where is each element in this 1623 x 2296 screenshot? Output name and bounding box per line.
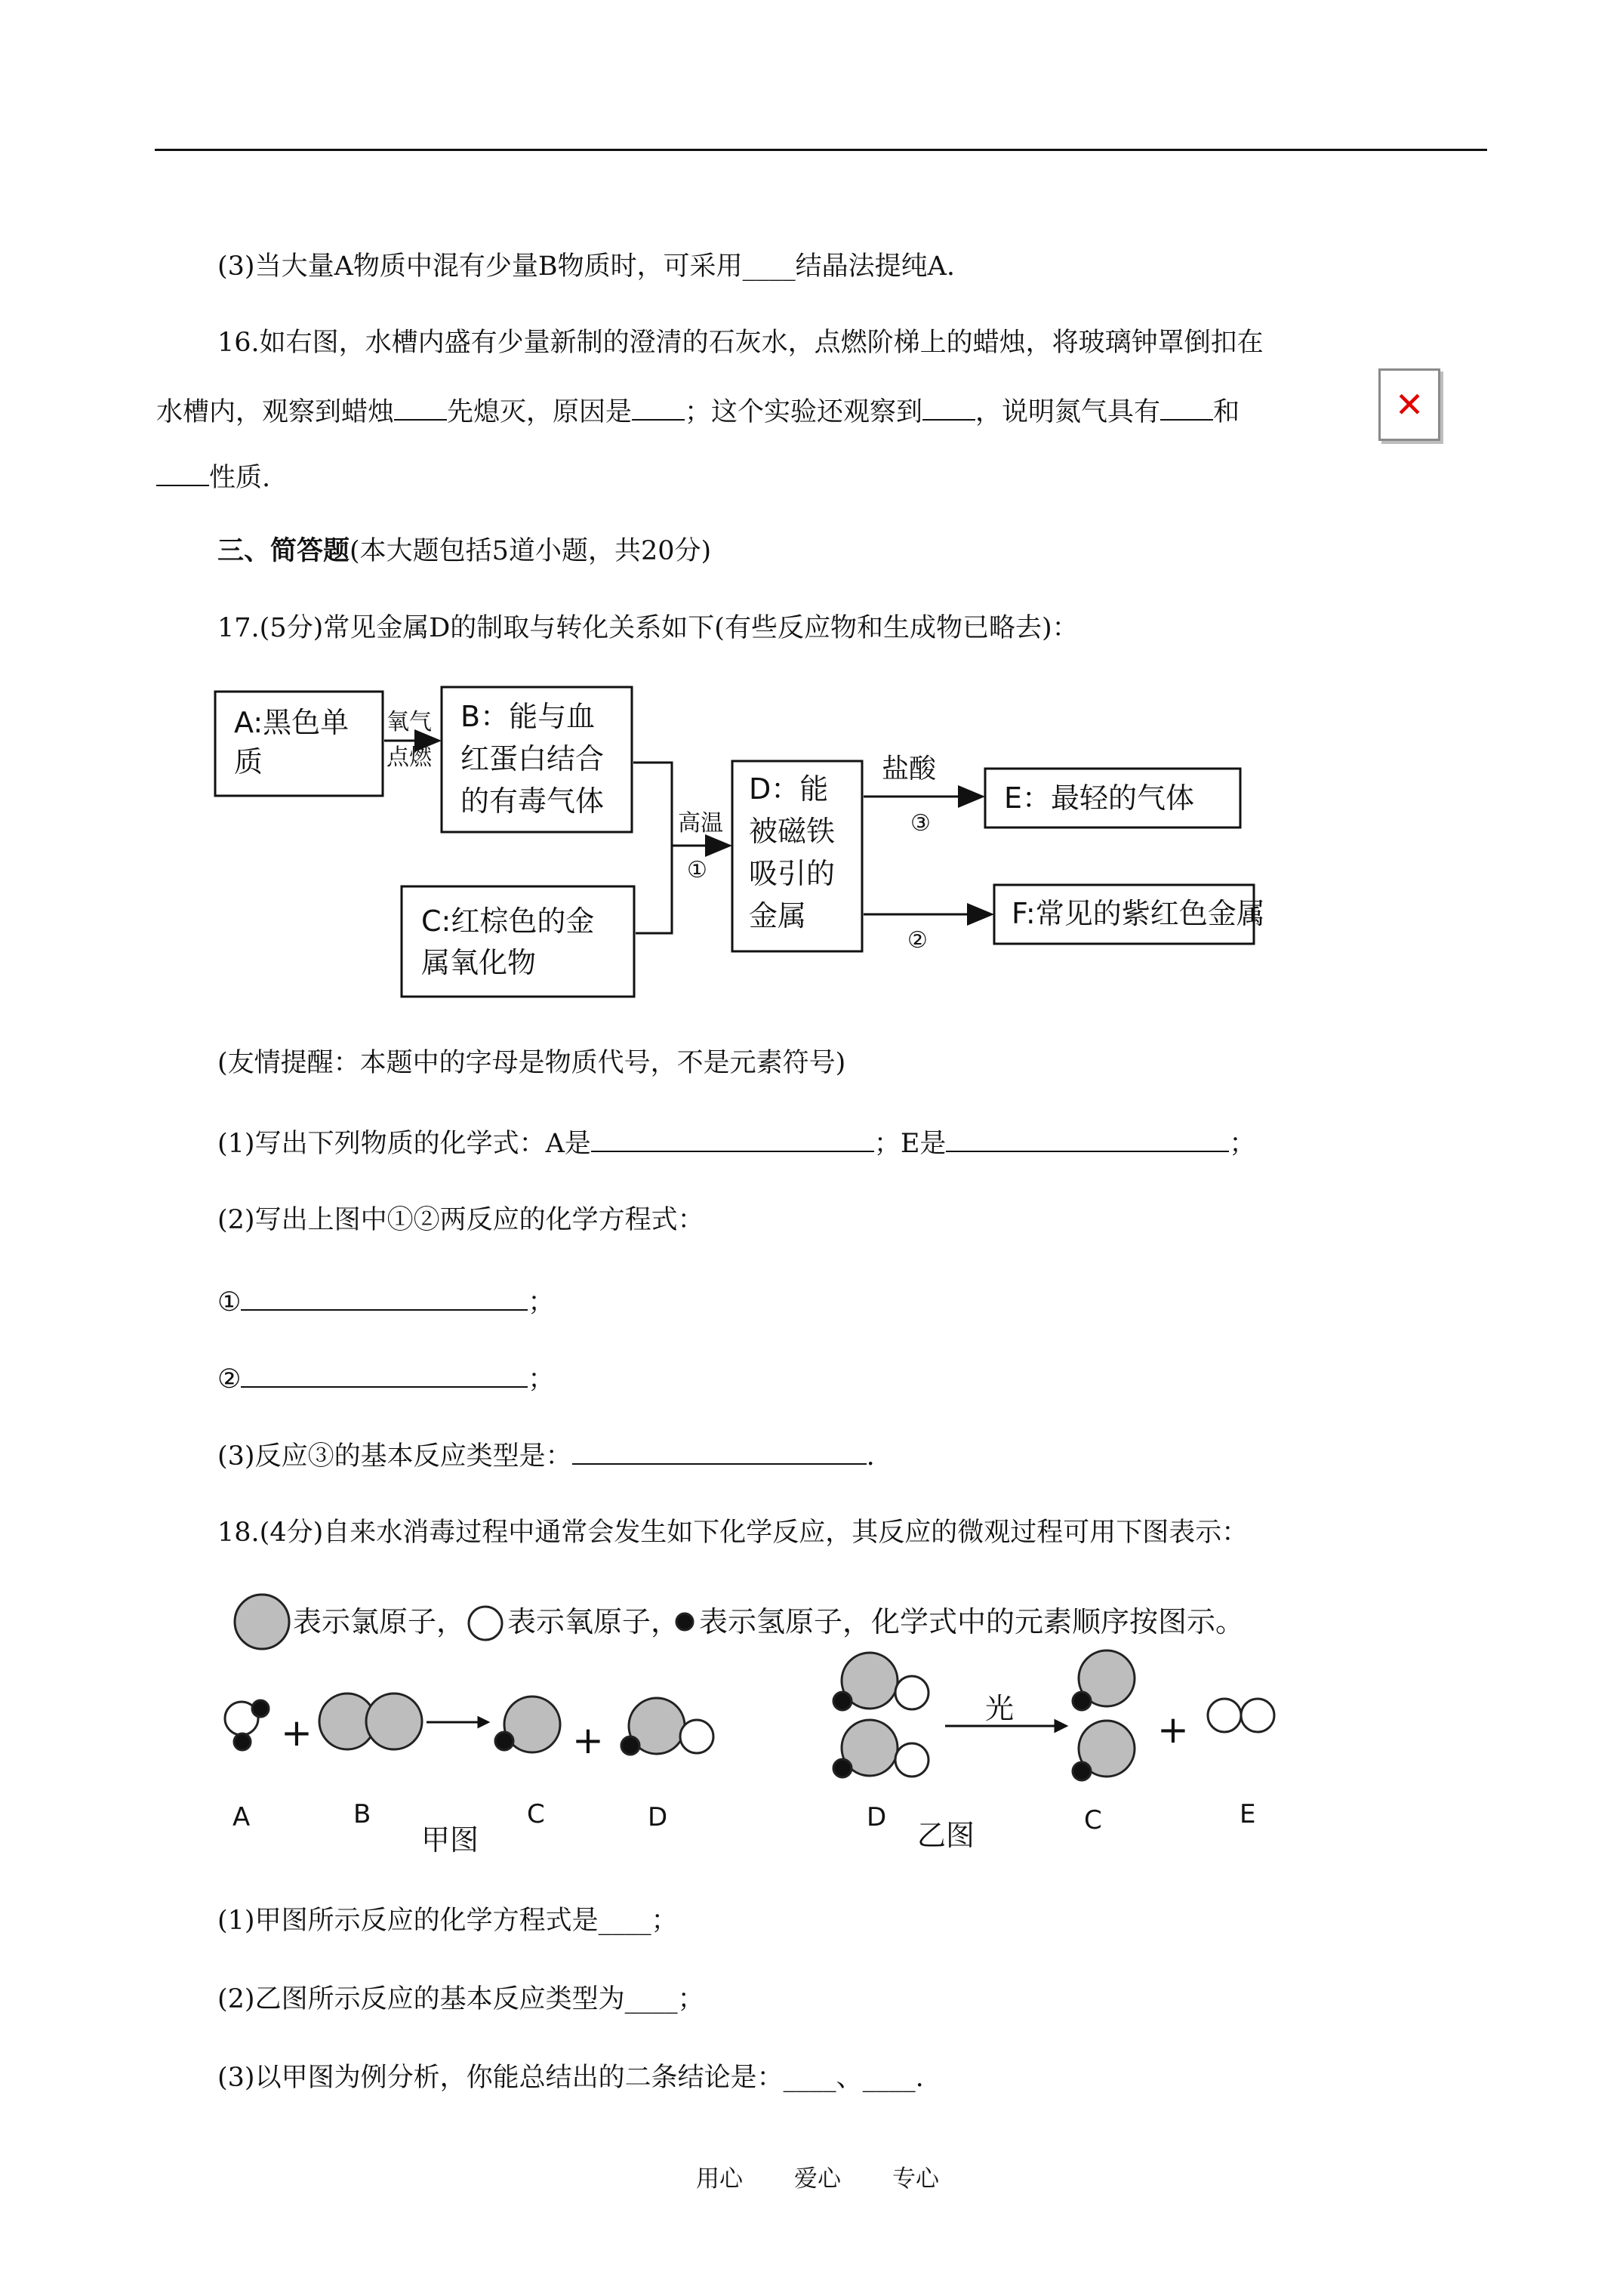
label-c2: C [1084, 1805, 1102, 1835]
header-rule [155, 149, 1487, 151]
answer-blank-e[interactable] [946, 1123, 1229, 1152]
legend-o-text: 表示氧原子， [507, 1605, 680, 1638]
box-f-label: F:常见的紫红色金属 [1012, 897, 1265, 930]
q17-eq2: ② ； [217, 1359, 554, 1398]
box-c-line1: C:红棕色的金 [421, 905, 595, 938]
label-a: A [233, 1802, 251, 1832]
legend-cl-text: 表示氯原子， [293, 1605, 466, 1638]
label-circle-1: ① [687, 857, 707, 883]
box-b-line3: 的有毒气体 [460, 784, 605, 818]
plus-1: + [281, 1711, 313, 1755]
flow-diagram [211, 680, 1313, 1012]
box-d-line4: 金属 [749, 899, 807, 932]
label-yi: 乙图 [917, 1819, 975, 1852]
section-3-heading: 三、简答题(本大题包括5道小题，共20分) [217, 535, 712, 566]
answer-blank[interactable] [156, 458, 209, 486]
q18-stem: 18.(4分)自来水消毒过程中通常会发生如下化学反应，其反应的微观过程可用下图表示： [217, 1518, 1249, 1548]
q18-part1: (1)甲图所示反应的化学方程式是____； [217, 1906, 678, 1936]
answer-blank[interactable] [1160, 392, 1213, 421]
box-d-line2: 被磁铁 [749, 815, 836, 848]
answer-blank[interactable] [394, 392, 447, 421]
label-e: E [1240, 1799, 1256, 1829]
box-c [402, 886, 634, 997]
label-circle-2: ② [907, 927, 928, 954]
answer-blank[interactable] [632, 392, 685, 421]
label-ignite: 点燃 [387, 744, 432, 771]
box-a-line1: A:黑色单 [234, 706, 350, 739]
q17-eq1: ① ； [217, 1282, 554, 1321]
legend-o-atom [469, 1607, 502, 1640]
q18-part2: (2)乙图所示反应的基本反应类型为____； [217, 1984, 704, 2014]
label-high-temp: 高温 [678, 810, 723, 837]
q17-part1: (1)写出下列物质的化学式：A是 ；E是 ； [217, 1123, 1255, 1162]
box-c-line2: 属氧化物 [421, 946, 537, 979]
footer-3: 专心 [892, 2165, 939, 2193]
broken-image-icon: ✕ [1378, 368, 1440, 441]
legend-cl-atom [235, 1595, 289, 1649]
answer-blank-type[interactable] [572, 1436, 867, 1465]
answer-blank-eq1[interactable] [241, 1282, 528, 1311]
micro-diagram [219, 1586, 1321, 1865]
answer-blank-eq2[interactable] [241, 1359, 528, 1388]
q18-part3: (3)以甲图为例分析，你能总结出的二条结论是：____、____. [217, 2063, 924, 2093]
box-d-line1: D：能 [749, 772, 829, 806]
label-oxygen: 氧气 [387, 709, 432, 735]
footer-1: 用心 [696, 2165, 743, 2193]
box-e-label: E：最轻的气体 [1004, 781, 1195, 815]
label-b: B [353, 1799, 371, 1829]
footer-2: 爱心 [794, 2165, 841, 2193]
bracket-b-c [633, 763, 672, 933]
answer-blank-a[interactable] [591, 1123, 874, 1152]
label-d: D [648, 1802, 668, 1832]
q16-line3: 性质. [156, 458, 270, 496]
box-d-line3: 吸引的 [749, 857, 836, 890]
box-b-line1: B：能与血 [460, 700, 596, 733]
q17-part2: (2)写出上图中①②两反应的化学方程式： [217, 1205, 704, 1235]
label-light: 光 [985, 1692, 1015, 1725]
box-a-line2: 质 [234, 745, 263, 778]
q16-line2: 水槽内，观察到蜡烛 先熄灭，原因是 ；这个实验还观察到 ，说明氮气具有 和 [156, 392, 1240, 430]
box-b-line2: 红蛋白结合 [460, 742, 605, 775]
answer-blank[interactable] [922, 392, 975, 421]
plus-3: + [1157, 1708, 1189, 1752]
q17-part3: (3)反应③的基本反应类型是： . [217, 1436, 875, 1475]
label-hcl: 盐酸 [882, 754, 937, 784]
label-circle-3: ③ [910, 810, 931, 837]
label-c: C [527, 1799, 545, 1829]
plus-2: + [572, 1718, 604, 1762]
q15-part3: (3)当大量A物质中混有少量B物质时，可采用____结晶法提纯A. [217, 251, 955, 282]
label-d2: D [867, 1802, 887, 1832]
legend-h-text: 表示氢原子，化学式中的元素顺序按图示。 [699, 1605, 1245, 1638]
q17-hint: (友情提醒：本题中的字母是物质代号，不是元素符号) [217, 1048, 846, 1078]
label-jia: 甲图 [421, 1823, 479, 1857]
q16-line1: 16.如右图，水槽内盛有少量新制的澄清的石灰水，点燃阶梯上的蜡烛，将玻璃钟罩倒扣在 [217, 328, 1264, 358]
q17-stem: 17.(5分)常见金属D的制取与转化关系如下(有些反应物和生成物已略去)： [217, 613, 1079, 643]
